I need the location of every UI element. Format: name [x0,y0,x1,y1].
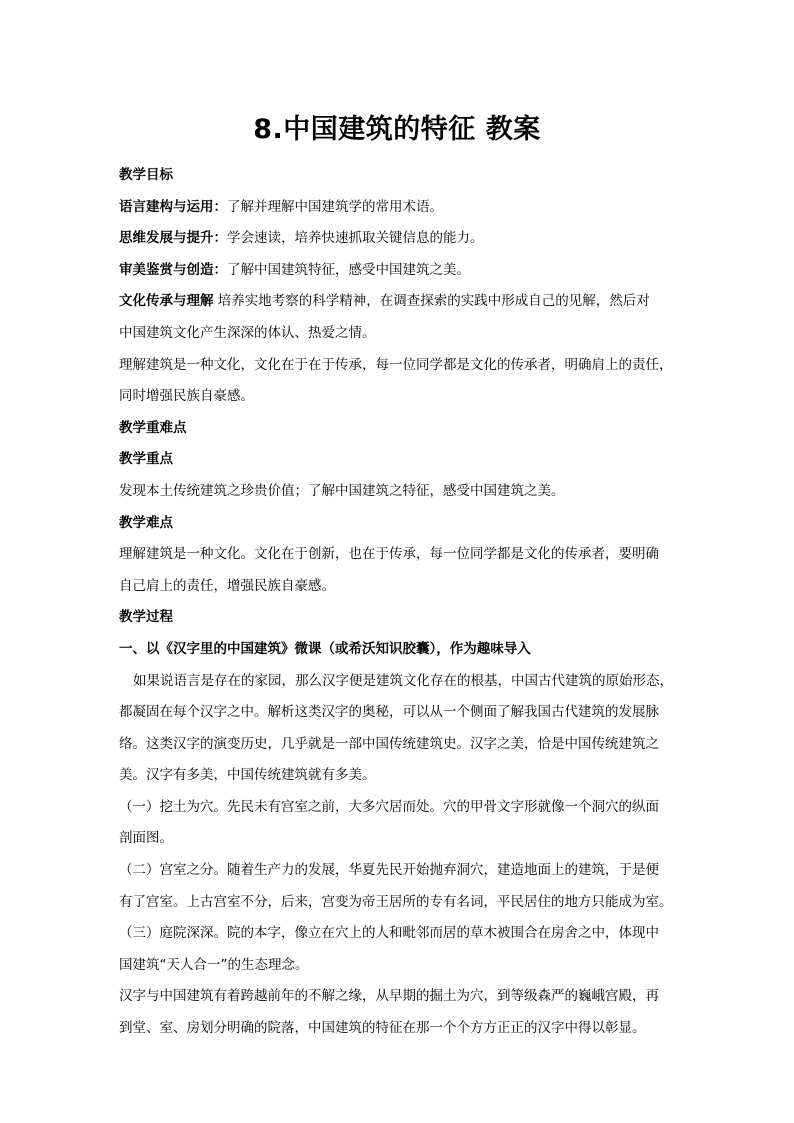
item-dig-cave: （一）挖土为穴。先民未有宫室之前，大多穴居而处。穴的甲骨文字形就像一个洞穴的纵面 [119,798,659,815]
summary-paragraph-line1: 汉字与中国建筑有着跨越前年的不解之缘，从早期的掘土为穴，到等级森严的巍峨宫殿，再 [119,988,659,1005]
keydiff-heading: 教学重难点 [119,419,187,436]
goal-language-label: 语言建构与运用： [119,198,227,215]
goal-language [119,192,677,224]
item-courtyard-cont: 国建筑“天人合一”的生态理念。 [119,956,309,973]
item-courtyard: （三）庭院深深。院的本字，像立在穴上的人和毗邻而居的草木被围合在房舍之中，体现中 [119,925,659,942]
goal-language-text: 了解并理解中国建筑学的常用术语。 [227,198,443,215]
process-heading: 教学过程 [119,609,173,626]
intro-paragraph-line4: 美。汉字有多美，中国传统建筑就有多美。 [119,767,376,784]
goal-culture-text: 培养实地考察的科学精神，在调查探索的实践中形成自己的见解，然后对 [213,293,650,310]
intro-paragraph-line1: 如果说语言是存在的家园，那么汉字便是建筑文化存在的根基，中国古代建筑的原始形态， [133,672,673,689]
goals-heading: 教学目标 [119,167,173,183]
summary-paragraph-line2: 到堂、室、房划分明确的院落，中国建筑的特征在那一个个方方正正的汉字中得以彰显。 [119,1020,646,1037]
goal-understanding-cont: 同时增强民族自豪感。 [119,388,254,405]
item-palace-cont: 有了宫室。上古宫室不分，后来，宫变为帝王居所的专有名词，平民居住的地方只能成为室。 [119,893,673,910]
document-body [119,160,677,1045]
goal-thinking [119,223,677,255]
diff-text-cont: 自己肩上的责任，增强民族自豪感。 [119,577,335,594]
goal-aesthetic-label: 审美鉴赏与创造： [119,261,227,278]
item-dig-cave-cont: 剖面图。 [119,830,173,847]
goal-thinking-text: 学会速读，培养快速抓取关键信息的能力。 [227,230,484,247]
intro-paragraph-line3: 络。这类汉字的演变历史，几乎就是一部中国传统建筑史。汉字之美，恰是中国传统建筑之 [119,735,659,752]
diff-heading: 教学难点 [119,514,173,531]
goal-aesthetic [119,255,677,287]
item-palace: （二）宫室之分。随着生产力的发展，华夏先民开始抛弃洞穴，建造地面上的建筑，于是便 [119,862,659,879]
goal-aesthetic-text: 了解中国建筑特征，感受中国建筑之美。 [227,261,470,278]
key-text: 发现本土传统建筑之珍贵价值；了解中国建筑之特征，感受中国建筑之美。 [119,482,565,499]
goal-thinking-label: 思维发展与提升： [119,230,227,247]
key-heading: 教学重点 [119,451,173,468]
goal-culture-label: 文化传承与理解 [119,293,214,310]
goal-culture-cont: 中国建筑文化产生深深的体认、热爱之情。 [119,324,376,341]
document-title: 8.中国建筑的特征 教案 [253,114,541,145]
goal-understanding: 理解建筑是一种文化，文化在于在于传承，每一位同学都是文化的传承者，明确肩上的责任， [119,356,673,373]
intro-paragraph-line2: 都凝固在每个汉字之中。解析这类汉字的奥秘，可以从一个侧面了解我国古代建筑的发展脉 [119,704,659,721]
diff-text: 理解建筑是一种文化。文化在于创新，也在于传承，每一位同学都是文化的传承者，要明确 [119,546,659,563]
section1-heading: 一、以《汉字里的中国建筑》微课（或希沃知识胶囊），作为趣味导入 [119,640,531,657]
goal-culture [119,286,677,318]
